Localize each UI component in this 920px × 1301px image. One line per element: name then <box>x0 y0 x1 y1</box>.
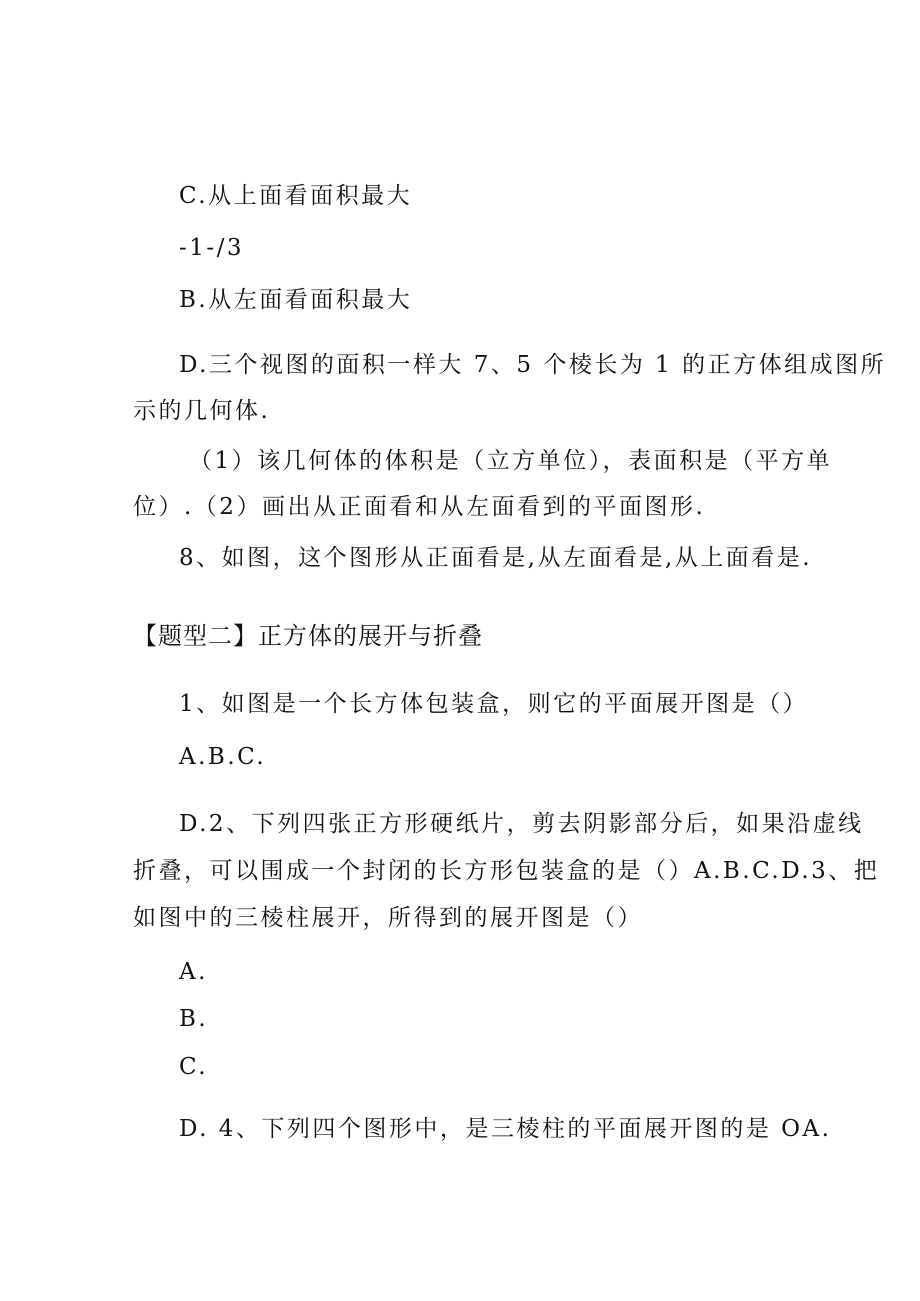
option-d-and-question-7: D.三个视图的面积一样大 7、5 个棱长为 1 的正方体组成图所 <box>179 352 887 378</box>
question-3-option-d-and-question-4: D. 4、下列四个图形中，是三棱柱的平面展开图的是 OA. <box>179 1116 832 1142</box>
question-8: 8、如图，这个图形从正面看是,从左面看是,从上面看是. <box>179 545 813 571</box>
question-2: D.2、下列四张正方形硬纸片，剪去阴影部分后，如果沿虚线 <box>179 811 864 837</box>
question-3-option-a: A. <box>179 959 208 985</box>
question-7-part-1: （1）该几何体的体积是（立方单位），表面积是（平方单 <box>189 448 833 474</box>
question-3-option-c: C. <box>179 1054 209 1080</box>
question-1: 1、如图是一个长方体包装盒，则它的平面展开图是（） <box>179 691 809 717</box>
option-c-top-view: C.从上面看面积最大 <box>179 183 413 209</box>
option-b-left-view: B.从左面看面积最大 <box>179 287 413 313</box>
section-heading: 【题型二】正方体的展开与折叠 <box>133 622 483 650</box>
question-1-options: A.B.C. <box>179 744 267 770</box>
question-7-continued: 示的几何体. <box>133 398 271 424</box>
question-7-part-2: 位）.（2）画出从正面看和从左面看到的平面图形. <box>133 494 706 520</box>
question-3-option-b: B. <box>179 1006 209 1032</box>
question-3: 如图中的三棱柱展开，所得到的展开图是（） <box>133 905 643 931</box>
page-number: -1-/3 <box>179 235 245 261</box>
question-2-continued: 折叠，可以围成一个封闭的长方形包装盒的是（）A.B.C.D.3、把 <box>133 858 880 884</box>
